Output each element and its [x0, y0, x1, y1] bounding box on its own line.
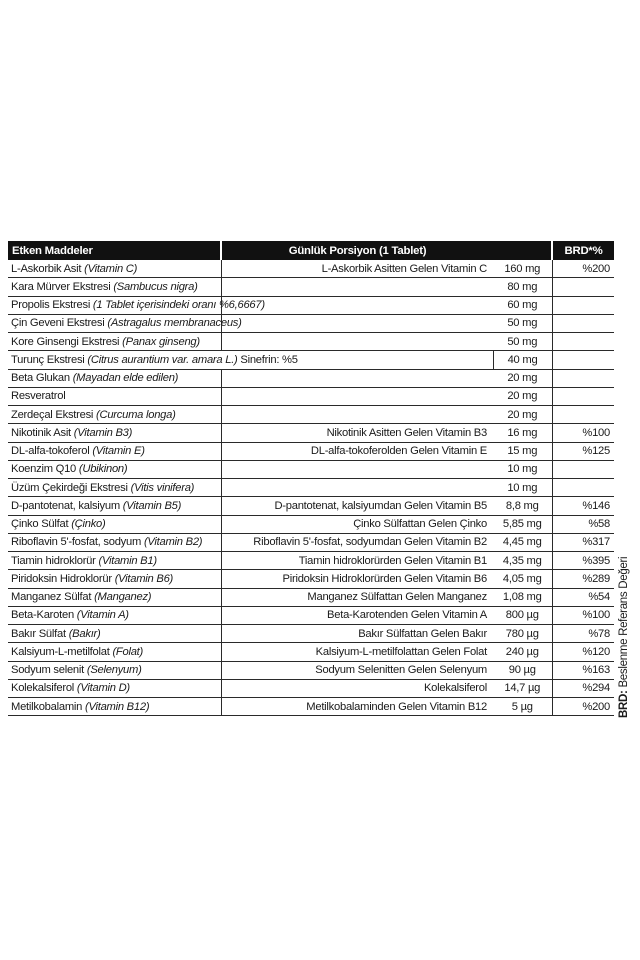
ingredient-cell [8, 442, 221, 460]
header-serving: Günlük Porsiyon (1 Tablet) [221, 241, 493, 260]
ingredient-latin: (Panax ginseng) [122, 335, 200, 348]
source-cell [221, 369, 493, 387]
table-row [8, 460, 614, 478]
table-row [8, 570, 614, 588]
brd-cell: %100 [552, 606, 614, 624]
table-row [8, 515, 614, 533]
ingredient-latin: (Citrus aurantium var. amara L.) [87, 353, 238, 366]
ingredient-name: Kara Mürver Ekstresi [11, 280, 114, 293]
ingredient-latin: (Mayadan elde edilen) [72, 372, 179, 385]
amount-cell: 4,45 mg [493, 533, 552, 551]
ingredient-latin: (1 Tablet içerisindeki oranı %6,6667) [92, 299, 265, 312]
table-row [8, 643, 614, 661]
source-cell: Nikotinik Asitten Gelen Vitamin B3 [221, 424, 493, 442]
ingredient-name: Resveratrol [11, 390, 66, 403]
ingredient-cell [8, 314, 242, 332]
source-cell: Piridoksin Hidroklorürden Gelen Vitamin B6 [221, 570, 493, 588]
brd-cell: %125 [552, 442, 614, 460]
table-row [8, 479, 614, 497]
source-cell [221, 314, 493, 332]
header-brd: BRD*% [552, 241, 614, 260]
brd-cell: %200 [552, 260, 614, 278]
ingredient-name: Beta Glukan [11, 372, 73, 385]
source-cell [221, 479, 493, 497]
source-cell: Riboflavin 5'-fosfat, sodyumdan Gelen Vitamin B2 [221, 533, 493, 551]
table-row [8, 278, 614, 296]
table-row [8, 260, 614, 278]
ingredient-cell [8, 460, 221, 478]
brd-cell [552, 314, 614, 332]
ingredient-name: Metilkobalamin [11, 700, 85, 713]
ingredient-cell [8, 533, 221, 551]
brd-cell: %54 [552, 588, 614, 606]
ingredient-cell [8, 479, 221, 497]
ingredient-name: Üzüm Çekirdeği Ekstresi [11, 481, 131, 494]
source-cell: Sodyum Selenitten Gelen Selenyum [221, 661, 493, 679]
source-cell [221, 460, 493, 478]
ingredient-cell [8, 625, 221, 643]
brd-cell: %120 [552, 643, 614, 661]
table-row [8, 661, 614, 679]
amount-cell: 800 µg [493, 606, 552, 624]
amount-cell: 60 mg [493, 296, 552, 314]
table-row [8, 406, 614, 424]
table-row [8, 333, 614, 351]
ingredient-cell [8, 424, 221, 442]
source-cell: Bakır Sülfattan Gelen Bakır [221, 625, 493, 643]
table-row [8, 533, 614, 551]
ingredient-name: Propolis Ekstresi [11, 299, 93, 312]
ingredient-name: Çinko Sülfat [11, 518, 72, 531]
ingredient-cell [8, 679, 221, 697]
source-cell [221, 387, 493, 405]
table-row [8, 625, 614, 643]
ingredient-name: Manganez Sülfat [11, 591, 95, 604]
ingredient-cell [8, 333, 221, 351]
ingredient-name: L-Askorbik Asit [11, 262, 85, 275]
header-ingredient: Etken Maddeler [8, 241, 221, 260]
amount-cell: 780 µg [493, 625, 552, 643]
amount-cell: 50 mg [493, 314, 552, 332]
table-row [8, 698, 614, 716]
brd-cell [552, 351, 614, 369]
ingredient-cell [8, 497, 221, 515]
ingredient-latin: (Curcuma longa) [96, 408, 176, 421]
ingredient-name: Sodyum selenit [11, 664, 87, 677]
table-row [8, 588, 614, 606]
brd-cell: %163 [552, 661, 614, 679]
footnote-text: Beslenme Referans Değeri [618, 556, 630, 691]
table-row [8, 606, 614, 624]
brd-cell: %100 [552, 424, 614, 442]
ingredient-name: Kalsiyum-L-metilfolat [11, 645, 113, 658]
table-row [8, 314, 614, 332]
brd-cell: %78 [552, 625, 614, 643]
ingredient-cell [8, 552, 221, 570]
ingredient-latin: (Vitamin C) [84, 262, 138, 275]
table-row [8, 351, 614, 369]
ingredient-cell [8, 698, 221, 716]
ingredient-latin: (Vitamin B1) [98, 554, 157, 567]
brd-cell [552, 479, 614, 497]
ingredient-name: Çin Geveni Ekstresi [11, 317, 108, 330]
ingredient-cell [8, 351, 493, 369]
brd-cell: %294 [552, 679, 614, 697]
ingredient-name: Beta-Karoten [11, 609, 77, 622]
ingredient-suffix: Sinefrin: %5 [237, 353, 298, 366]
ingredient-name: Kolekalsiferol [11, 682, 77, 695]
source-cell: DL-alfa-tokoferolden Gelen Vitamin E [221, 442, 493, 460]
table-row [8, 369, 614, 387]
ingredient-latin: (Vitamin B3) [73, 426, 133, 439]
ingredient-cell [8, 260, 221, 278]
amount-cell: 20 mg [493, 387, 552, 405]
table-row [8, 296, 614, 314]
ingredient-cell [8, 515, 221, 533]
ingredient-latin: (Ubikinon) [78, 463, 128, 476]
table-row [8, 442, 614, 460]
ingredient-latin: (Vitamin B2) [143, 536, 203, 549]
amount-cell: 5,85 mg [493, 515, 552, 533]
ingredient-name: Koenzim Q10 [11, 463, 79, 476]
footnote-abbr: BRD: [618, 690, 630, 718]
amount-cell: 14,7 µg [493, 679, 552, 697]
brd-cell [552, 387, 614, 405]
amount-cell: 5 µg [493, 698, 552, 716]
amount-cell: 40 mg [493, 351, 552, 369]
brd-cell: %146 [552, 497, 614, 515]
ingredient-name: Nikotinik Asit [11, 426, 74, 439]
amount-cell: 80 mg [493, 278, 552, 296]
table-row [8, 552, 614, 570]
ingredient-name: Bakır Sülfat [11, 627, 69, 640]
ingredient-latin: (Vitamin D) [76, 682, 130, 695]
source-cell: Manganez Sülfattan Gelen Manganez [221, 588, 493, 606]
source-cell: D-pantotenat, kalsiyumdan Gelen Vitamin B5 [221, 497, 493, 515]
amount-cell: 20 mg [493, 406, 552, 424]
table-row [8, 497, 614, 515]
source-cell: Tiamin hidroklorürden Gelen Vitamin B1 [221, 552, 493, 570]
brd-cell [552, 460, 614, 478]
table-row [8, 424, 614, 442]
source-cell [221, 278, 493, 296]
ingredient-cell [8, 661, 221, 679]
ingredient-latin: (Vitamin A) [76, 609, 129, 622]
ingredient-latin: (Vitamin B12) [84, 700, 150, 713]
ingredient-name: DL-alfa-tokoferol [11, 445, 93, 458]
amount-cell: 16 mg [493, 424, 552, 442]
table-header-row [8, 241, 614, 260]
ingredient-latin: (Manganez) [94, 591, 152, 604]
source-cell: Kalsiyum-L-metilfolattan Gelen Folat [221, 643, 493, 661]
amount-cell: 240 µg [493, 643, 552, 661]
brd-cell: %289 [552, 570, 614, 588]
brd-cell [552, 296, 614, 314]
ingredient-latin: (Vitamin B5) [122, 499, 182, 512]
ingredient-name: Piridoksin Hidroklorür [11, 572, 115, 585]
header-amount-spacer [493, 241, 552, 260]
ingredient-latin: (Vitamin E) [92, 445, 145, 458]
brd-cell [552, 406, 614, 424]
amount-cell: 10 mg [493, 460, 552, 478]
source-cell: Beta-Karotenden Gelen Vitamin A [221, 606, 493, 624]
table-row [8, 387, 614, 405]
ingredient-latin: (Sambucus nigra) [113, 280, 198, 293]
ingredient-cell [8, 369, 221, 387]
table-row [8, 679, 614, 697]
ingredient-latin: (Selenyum) [86, 664, 142, 677]
ingredient-latin: (Astragalus membranaceus) [107, 317, 242, 330]
brd-cell: %317 [552, 533, 614, 551]
amount-cell: 4,35 mg [493, 552, 552, 570]
footnote [618, 558, 630, 718]
source-cell: Çinko Sülfattan Gelen Çinko [221, 515, 493, 533]
source-cell: L-Askorbik Asitten Gelen Vitamin C [221, 260, 493, 278]
amount-cell: 160 mg [493, 260, 552, 278]
ingredient-name: Kore Ginsengi Ekstresi [11, 335, 123, 348]
ingredient-latin: (Vitis vinifera) [130, 481, 195, 494]
amount-cell: 15 mg [493, 442, 552, 460]
ingredient-latin: (Bakır) [68, 627, 101, 640]
amount-cell: 8,8 mg [493, 497, 552, 515]
source-cell: Metilkobalaminden Gelen Vitamin B12 [221, 698, 493, 716]
ingredient-cell [8, 606, 221, 624]
ingredient-latin: (Folat) [112, 645, 144, 658]
brd-cell [552, 333, 614, 351]
ingredient-cell [8, 296, 265, 314]
source-cell [221, 406, 493, 424]
ingredient-name: Zerdeçal Ekstresi [11, 408, 97, 421]
ingredient-latin: (Çinko) [71, 518, 106, 531]
source-cell: Kolekalsiferol [221, 679, 493, 697]
brd-cell [552, 278, 614, 296]
ingredient-cell [8, 570, 221, 588]
brd-cell: %200 [552, 698, 614, 716]
brd-cell: %395 [552, 552, 614, 570]
source-cell [221, 333, 493, 351]
brd-cell: %58 [552, 515, 614, 533]
amount-cell: 50 mg [493, 333, 552, 351]
ingredient-name: D-pantotenat, kalsiyum [11, 499, 123, 512]
ingredient-name: Tiamin hidroklorür [11, 554, 99, 567]
amount-cell: 1,08 mg [493, 588, 552, 606]
supplement-facts-table [8, 241, 614, 716]
ingredient-cell [8, 387, 221, 405]
table-body [8, 260, 614, 716]
brd-cell [552, 369, 614, 387]
ingredient-name: Turunç Ekstresi [11, 353, 88, 366]
ingredient-cell [8, 406, 221, 424]
amount-cell: 20 mg [493, 369, 552, 387]
ingredient-latin: (Vitamin B6) [114, 572, 174, 585]
amount-cell: 90 µg [493, 661, 552, 679]
amount-cell: 10 mg [493, 479, 552, 497]
amount-cell: 4,05 mg [493, 570, 552, 588]
ingredient-cell [8, 588, 221, 606]
ingredient-name: Riboflavin 5'-fosfat, sodyum [11, 536, 144, 549]
ingredient-cell [8, 643, 221, 661]
ingredient-cell [8, 278, 221, 296]
